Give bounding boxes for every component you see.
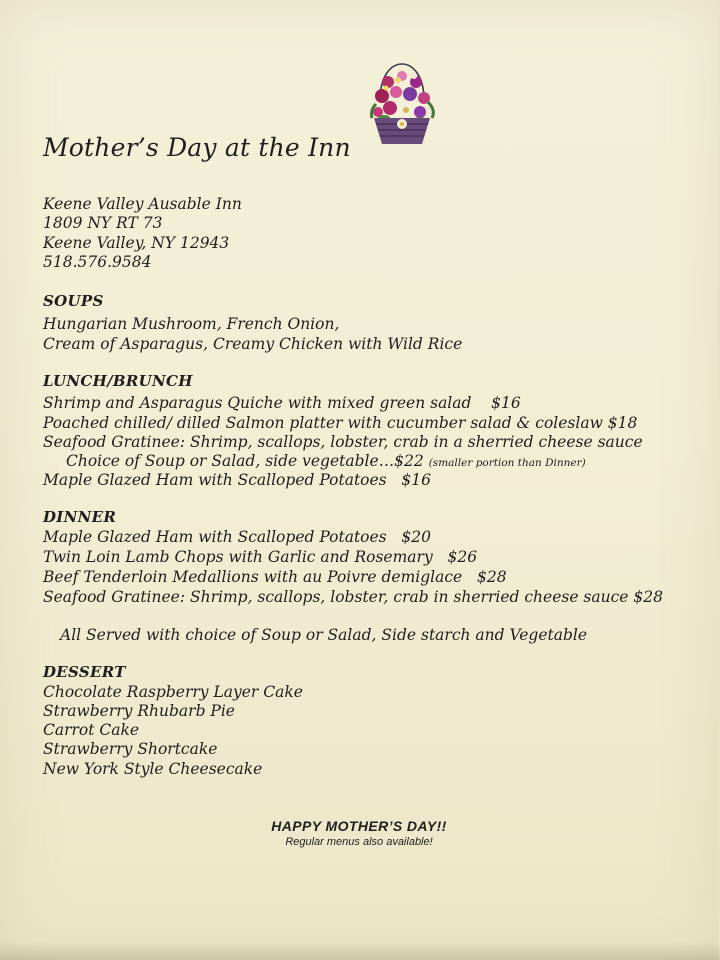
dinner-item-3-price: $28 — [477, 568, 507, 586]
dessert-item-1: Chocolate Raspberry Layer Cake — [43, 683, 303, 701]
inn-city: Keene Valley, NY 12943 — [43, 234, 230, 252]
lunch-item-3-detail — [66, 452, 586, 470]
soups-line-2: Cream of Asparagus, Creamy Chicken with Wild Rice — [43, 335, 463, 353]
dinner-note: All Served with choice of Soup or Salad, Side starch and Vegetable — [60, 626, 588, 644]
dessert-item-5: New York Style Cheesecake — [43, 760, 263, 778]
dinner-item-1-name: Maple Glazed Ham with Scalloped Potatoes — [43, 528, 387, 546]
dinner-item-3 — [43, 568, 507, 586]
dinner-item-1-price: $20 — [401, 528, 432, 546]
lunch-item-3: Seafood Gratinee: Shrimp, scallops, lobster, crab in a sherried cheese sauce — [43, 433, 643, 451]
dinner-item-2-price: $26 — [447, 548, 478, 566]
lunch-item-1-name: Shrimp and Asparagus Quiche with mixed green salad — [43, 394, 472, 412]
lunch-item-4-price: $16 — [401, 471, 432, 489]
lunch-item-2: Poached chilled/ dilled Salmon platter with cucumber salad & coleslaw $18 — [43, 414, 638, 432]
dinner-item-4: Seafood Gratinee: Shrimp, scallops, lobster, crab in sherried cheese sauce $28 — [43, 588, 663, 606]
dinner-heading: DINNER — [43, 508, 117, 526]
dessert-item-4: Strawberry Shortcake — [43, 740, 218, 758]
lunch-item-4 — [43, 471, 431, 489]
dessert-item-2: Strawberry Rhubarb Pie — [43, 702, 235, 720]
soups-line-1: Hungarian Mushroom, French Onion, — [43, 315, 340, 333]
flower-basket-icon — [358, 52, 446, 152]
lunch-item-3-sub: Choice of Soup or Salad, side vegetable…$22 — [66, 452, 424, 470]
inn-street: 1809 NY RT 73 — [43, 214, 163, 232]
dinner-item-2 — [43, 548, 477, 566]
dessert-heading: DESSERT — [43, 663, 126, 681]
inn-phone: 518.576.9584 — [43, 253, 152, 271]
footer-note: Regular menus also available! — [285, 836, 433, 848]
lunch-item-4-name: Maple Glazed Ham with Scalloped Potatoes — [43, 471, 387, 489]
lunch-heading: LUNCH/BRUNCH — [43, 372, 193, 390]
page-edge-shadow — [0, 942, 720, 960]
dessert-item-3: Carrot Cake — [43, 721, 140, 739]
inn-name: Keene Valley Ausable Inn — [43, 195, 242, 213]
soups-heading: SOUPS — [43, 292, 104, 310]
page-title: Mother’s Day at the Inn — [43, 133, 351, 162]
footer-greeting: HAPPY MOTHER’S DAY!! — [271, 818, 447, 834]
dinner-item-2-name: Twin Loin Lamb Chops with Garlic and Rosemary — [43, 548, 433, 566]
lunch-item-3-note: (smaller portion than Dinner) — [428, 457, 586, 469]
dinner-item-1 — [43, 528, 431, 546]
lunch-item-1-price: $16 — [491, 394, 521, 412]
dinner-item-3-name: Beef Tenderloin Medallions with au Poivre demiglace — [43, 568, 463, 586]
lunch-item-1 — [43, 394, 521, 412]
